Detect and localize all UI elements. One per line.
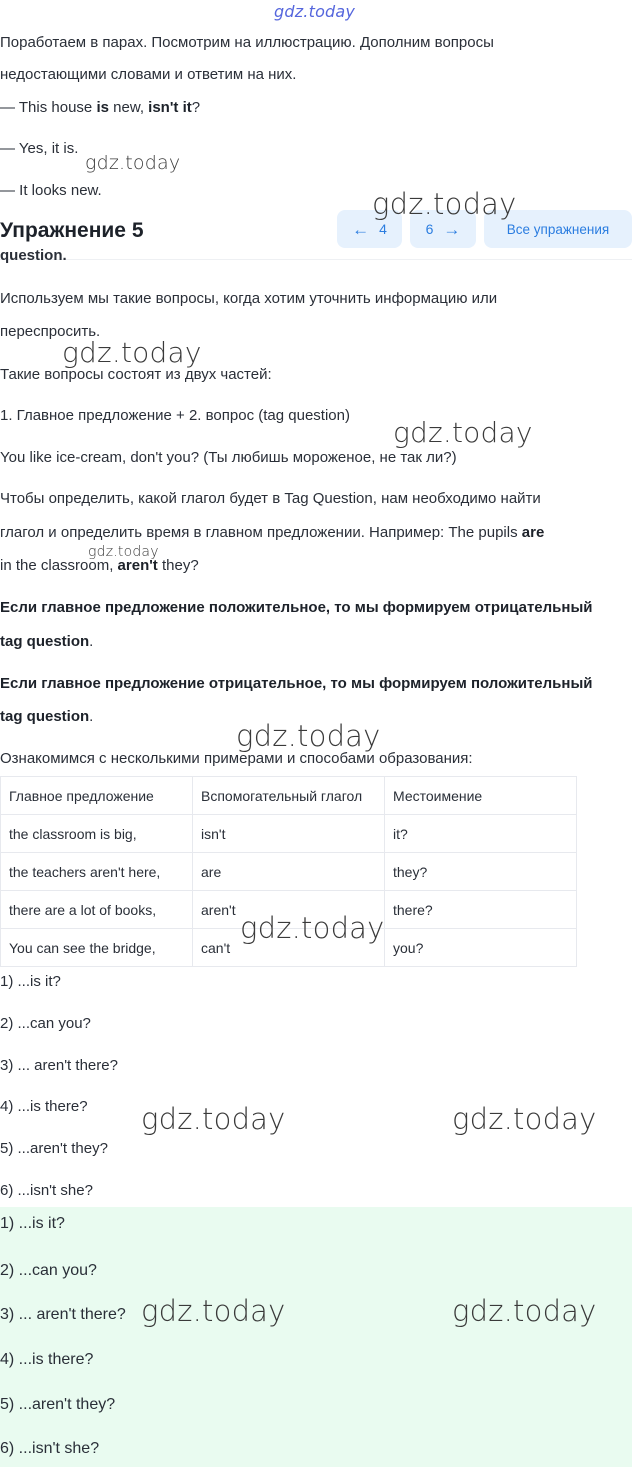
paragraph: Чтобы определить, какой глагол будет в Tag Question, нам необходимо найти	[0, 490, 541, 507]
table-cell: isn't	[193, 815, 385, 853]
answer-item: 5) ...aren't they?	[0, 1396, 116, 1413]
answer-item: 2) ...can you?	[0, 1015, 91, 1032]
table-cell: there are a lot of books,	[1, 891, 193, 929]
answer-item: 3) ... aren't there?	[0, 1306, 126, 1323]
arrow-right-icon: →	[443, 219, 461, 239]
answer-block	[0, 1207, 632, 1467]
table-header-cell: Главное предложение	[1, 777, 193, 815]
prev-exercise-label: 4	[379, 221, 387, 237]
intro-line: недостающими словами и ответим на них.	[0, 66, 297, 83]
watermark: gdz.today	[141, 1102, 286, 1136]
answer-item: 3) ... aren't there?	[0, 1057, 118, 1074]
table-header-cell: Местоимение	[385, 777, 577, 815]
watermark: gdz.today	[240, 911, 385, 945]
table-cell: the teachers aren't here,	[1, 853, 193, 891]
table-cell: there?	[385, 891, 577, 929]
answer-item: 4) ...is there?	[0, 1351, 94, 1368]
answer-item: 5) ...aren't they?	[0, 1140, 108, 1157]
watermark: gdz.today	[372, 187, 517, 221]
paragraph: Используем мы такие вопросы, когда хотим уточнить информацию или	[0, 290, 498, 307]
clipped-text: question.	[0, 247, 67, 264]
rule-text: Если главное предложение отрицательное, то мы формируем положительный	[0, 675, 593, 692]
table-cell: they?	[385, 853, 577, 891]
table-cell: you?	[385, 929, 577, 967]
watermark: gdz.today	[236, 719, 381, 753]
paragraph: You like ice-cream, don't you? (Ты любишь мороженое, не так ли?)	[0, 449, 457, 466]
watermark: gdz.today	[393, 416, 533, 449]
dialogue-line-3: — It looks new.	[0, 182, 102, 199]
watermark: gdz.today	[85, 152, 181, 174]
answer-item: 6) ...isn't she?	[0, 1440, 100, 1457]
paragraph: переспросить.	[0, 323, 101, 340]
watermark: gdz.today	[88, 544, 159, 560]
rule-text: Если главное предложение положительное, то мы формируем отрицательный	[0, 599, 593, 616]
table-cell: are	[193, 853, 385, 891]
paragraph: глагол и определить время в главном предложении. Например: The pupils are	[0, 524, 545, 541]
answer-item: 6) ...isn't she?	[0, 1182, 93, 1199]
answer-item: 4) ...is there?	[0, 1098, 88, 1115]
paragraph: 1. Главное предложение + 2. вопрос (tag question)	[0, 407, 350, 424]
table-cell: it?	[385, 815, 577, 853]
answer-item: 2) ...can you?	[0, 1262, 97, 1279]
intro-line: Поработаем в парах. Посмотрим на иллюстрацию. Дополним вопросы	[0, 34, 494, 51]
table-cell: You can see the bridge,	[1, 929, 193, 967]
dialogue-line-2: — Yes, it is.	[0, 140, 79, 157]
rule-text: tag question.	[0, 708, 94, 725]
rule-text: tag question.	[0, 633, 94, 650]
answer-item: 1) ...is it?	[0, 973, 61, 990]
watermark: gdz.today	[141, 1294, 286, 1328]
watermark: gdz.today	[452, 1294, 597, 1328]
table-cell: can't	[193, 929, 385, 967]
table-header-cell: Вспомогательный глагол	[193, 777, 385, 815]
watermark: gdz.today	[274, 2, 356, 21]
table-cell: aren't	[193, 891, 385, 929]
dialogue-line-1: — This house is new, isn't it?	[0, 99, 201, 116]
paragraph: Ознакомимся с несколькими примерами и способами образования:	[0, 750, 473, 767]
answer-item: 1) ...is it?	[0, 1215, 65, 1232]
paragraph: Такие вопросы состоят из двух частей:	[0, 366, 272, 383]
next-exercise-label: 6	[425, 221, 434, 237]
exercise-title: Упражнение 5	[0, 219, 144, 242]
table-row	[1, 815, 577, 853]
table-cell: the classroom is big,	[1, 815, 193, 853]
table-row	[1, 853, 577, 891]
arrow-left-icon: ←	[352, 219, 370, 239]
watermark: gdz.today	[62, 336, 202, 369]
watermark: gdz.today	[452, 1102, 597, 1136]
table-header-row	[1, 777, 577, 815]
paragraph: in the classroom, aren't they?	[0, 557, 199, 574]
all-exercises-button[interactable]: Все упражнения	[484, 210, 632, 248]
